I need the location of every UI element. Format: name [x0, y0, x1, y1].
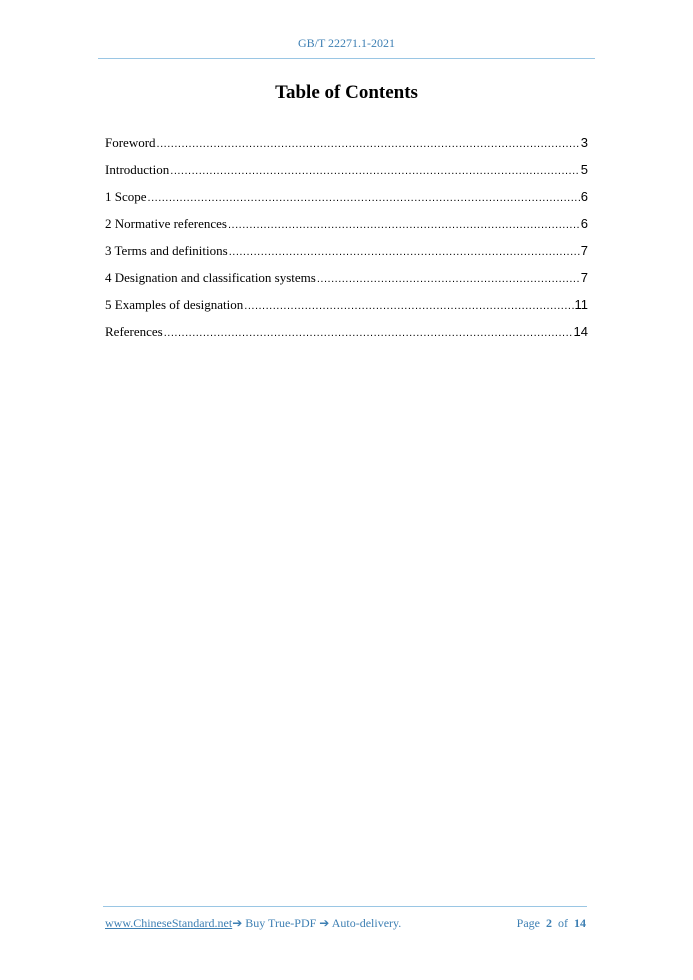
page-footer	[105, 916, 586, 931]
toc-list	[105, 133, 588, 349]
toc-entry-foreword[interactable]	[105, 133, 588, 160]
toc-entry-page: 6	[580, 216, 588, 231]
dot-leader	[157, 134, 580, 154]
toc-entry-label: 1 Scope	[105, 189, 147, 204]
toc-entry-page: 3	[580, 135, 588, 150]
toc-entry-label: Foreword	[105, 135, 156, 150]
of-word: of	[558, 916, 568, 930]
toc-entry-page: 6	[580, 189, 588, 204]
toc-entry-designation-classification[interactable]	[105, 268, 588, 295]
total-pages-number: 14	[574, 916, 586, 930]
arrow-icon: ➔	[319, 916, 330, 930]
page-word: Page	[516, 916, 540, 930]
toc-entry-label: 2 Normative references	[105, 216, 227, 231]
toc-entry-label: 4 Designation and classification systems	[105, 270, 316, 285]
toc-entry-page: 11	[574, 297, 588, 312]
toc-entry-terms-and-definitions[interactable]	[105, 241, 588, 268]
page-title: Table of Contents	[275, 82, 418, 103]
dot-leader	[164, 323, 573, 343]
auto-delivery-text: Auto-delivery.	[329, 916, 402, 930]
toc-entry-label: 3 Terms and definitions	[105, 243, 228, 258]
toc-entry-page: 7	[580, 270, 588, 285]
current-page-number: 2	[546, 916, 552, 930]
dot-leader	[170, 161, 580, 181]
header-divider	[98, 58, 595, 59]
toc-entry-introduction[interactable]	[105, 160, 588, 187]
page-indicator	[517, 916, 586, 931]
buy-pdf-text: Buy True-PDF	[242, 916, 320, 930]
dot-leader	[317, 269, 580, 289]
toc-entry-page: 14	[573, 324, 588, 339]
arrow-icon: ➔	[232, 916, 243, 930]
dot-leader	[228, 215, 580, 235]
toc-entry-references[interactable]	[105, 322, 588, 349]
footer-promo	[105, 916, 401, 931]
footer-divider	[103, 906, 587, 907]
toc-entry-examples-of-designation[interactable]	[105, 295, 588, 322]
toc-entry-label: Introduction	[105, 162, 170, 177]
toc-entry-label: 5 Examples of designation	[105, 297, 244, 312]
dot-leader	[148, 188, 580, 208]
toc-entry-page: 7	[580, 243, 588, 258]
toc-entry-normative-references[interactable]	[105, 214, 588, 241]
dot-leader	[244, 296, 573, 316]
toc-entry-scope[interactable]	[105, 187, 588, 214]
toc-entry-page: 5	[580, 162, 588, 177]
running-header: GB/T 22271.1-2021	[297, 36, 396, 50]
site-link[interactable]: www.ChineseStandard.net	[105, 916, 233, 930]
dot-leader	[229, 242, 580, 262]
toc-entry-label: References	[105, 324, 163, 339]
